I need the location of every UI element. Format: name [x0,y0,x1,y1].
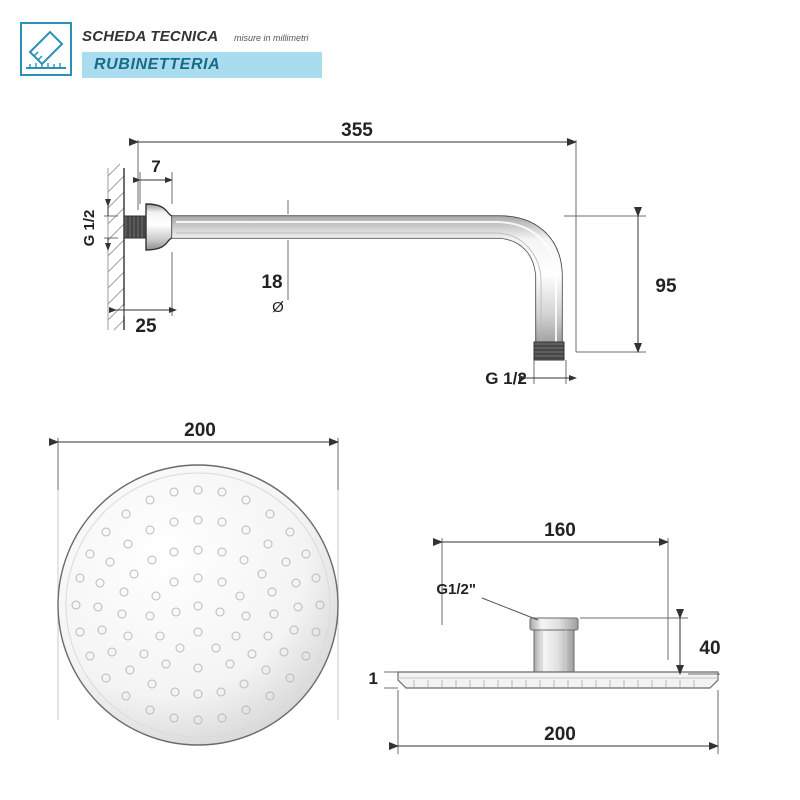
dim-355: 355 [341,120,373,141]
dim-40: 40 [699,638,721,659]
dim-thickness-1: 1 [368,669,378,688]
label-connector-thread: G1/2" [436,581,476,598]
dim-95: 95 [655,276,677,297]
category-label: RUBINETTERIA [94,56,221,73]
dim-200-side: 200 [544,724,576,745]
page-title: SCHEDA TECNICA [82,28,219,45]
dim-18: 18 [261,272,283,293]
shower-head-side-view [370,520,750,780]
label-inlet-thread: G 1/2 [81,209,98,247]
dim-25: 25 [135,316,157,337]
dim-160: 160 [544,520,576,541]
dim-7: 7 [151,157,161,176]
dim-head-diameter-200: 200 [184,420,216,441]
page-subtitle: misure in millimetri [234,33,309,43]
diameter-symbol: Ø [272,299,284,316]
label-outlet-thread: G 1/2 [485,369,527,388]
shower-head-front-view [10,420,410,780]
